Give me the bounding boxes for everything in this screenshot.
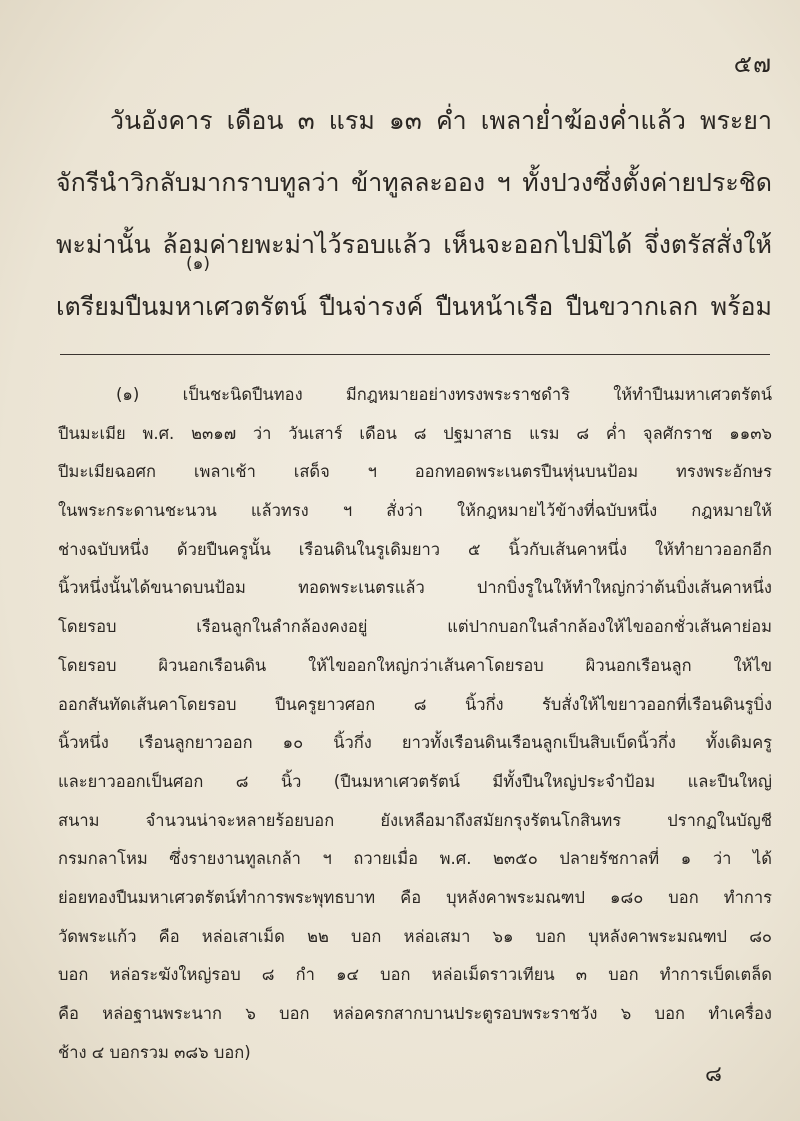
footnote-line: ออกสันทัดเส้นคาโดยรอบ ปืนครูยาวศอก ๘ นิ้วกึ่ง รับสั่งให้ไขยาวออกที่เรือนดินรูบิ่ง xyxy=(58,694,772,714)
footnote-line: ช้าง ๔ บอกรวม ๓๘๖ บอก) xyxy=(58,1042,251,1062)
footnote-line: สนาม จำนวนน่าจะหลายร้อยบอก ยังเหลือมาถึงสมัยกรุงรัตนโกสินทร ปรากฏในบัญชี xyxy=(58,810,772,830)
footnote-divider xyxy=(60,354,770,355)
footnote-line: ช่างฉบับหนึ่ง ด้วยปืนครูนั้น เรือนดินในรูเดิมยาว ๕ นิ้วกับเส้นคาหนึ่ง ให้ทำยาวออกอีก xyxy=(58,539,772,559)
main-text-line: พะม่านั้น ล้อมค่ายพะม่าไว้รอบแล้ว เห็นจะออกไปมิได้ จึ่งตรัสสั่งให้ xyxy=(56,230,772,259)
footnote-line: ปืนมะเมีย พ.ศ. ๒๓๑๗ ว่า วันเสาร์ เดือน ๘ ปฐมาสาธ แรม ๘ ค่ำ จุลศักราช ๑๑๓๖ xyxy=(58,423,772,443)
footnote-line: (๑) เป็นชะนิดปืนทอง มีกฎหมายอย่างทรงพระราชดำริ ให้ทำปืนมหาเศวตรัตน์ xyxy=(116,385,772,404)
page-number-top: ๕๗ xyxy=(733,50,772,78)
footnote-line: ปีมะเมียฉอศก เพลาเช้า เสด็จ ฯ ออกทอดพระเนตรปืนหุ่นบนป้อม ทรงพระอักษร xyxy=(58,462,772,482)
footnote-line: ย่อยทองปืนมหาเศวตรัตน์ทำการพระพุทธบาท คือ บุหลังคาพระมณฑป ๑๘๐ บอก ทำการ xyxy=(58,887,772,907)
footnote-line: คือ หล่อฐานพระนาก ๖ บอก หล่อครกสากบานประตูรอบพระราชวัง ๖ บอก ทำเครื่อง xyxy=(58,1004,772,1023)
footnote-line: บอก หล่อระฆังใหญ่รอบ ๘ กำ ๑๔ บอก หล่อเม็ดราวเทียน ๓ บอก ทำการเบ็ดเตล็ด xyxy=(58,965,772,985)
footnote-marker: (๑) xyxy=(186,254,211,274)
footnote-line: โดยรอบ ผิวนอกเรือนดิน ให้ไขออกใหญ่กว่าเส้นคาโดยรอบ ผิวนอกเรือนลูก ให้ไข xyxy=(58,655,772,675)
footnote-line: ในพระกระดานชะนวน แล้วทรง ฯ สั่งว่า ให้กฎหมายไว้ข้างที่ฉบับหนึ่ง กฎหมายให้ xyxy=(58,501,772,521)
main-text xyxy=(56,90,772,338)
footnote-line: กรมกลาโหม ซึ่งรายงานทูลเกล้า ฯ ถวายเมื่อ พ.ศ. ๒๓๕๐ ปลายรัชกาลที่ ๑ ว่า ได้ xyxy=(58,849,772,869)
page-number-bottom: ๘ xyxy=(705,1062,722,1087)
main-text-line: เตรียมปืนมหาเศวตรัตน์ ปืนจ่ารงค์ ปืนหน้าเรือ ปืนขวากเลก พร้อม xyxy=(56,292,772,321)
main-text-line: จักรีนำวิกลับมากราบทูลว่า ข้าทูลละออง ฯ ทั้งปวงซึ่งตั้งค่ายประชิด xyxy=(56,168,772,197)
footnote-line: นิ้วหนึ่ง เรือนลูกยาวออก ๑๐ นิ้วกึ่ง ยาวทั้งเรือนดินเรือนลูกเป็นสิบเบ็ดนิ้วกึ่ง ทั้งเดิมครู xyxy=(58,733,772,753)
main-text-line: วันอังคาร เดือน ๓ แรม ๑๓ ค่ำ เพลาย่ำฆ้องค่ำแล้ว พระยา xyxy=(110,106,772,135)
footnote-line: นิ้วหนึ่งนั้นได้ขนาดบนป้อม ทอดพระเนตรแล้ว ปากบิ่งรูในให้ทำใหญ่กว่าต้นบิ่งเส้นคาหนึ่ง xyxy=(58,578,772,598)
footnote-line: และยาวออกเป็นศอก ๘ นิ้ว (ปืนมหาเศวตรัตน์ มีทั้งปืนใหญ่ประจำป้อม และปืนใหญ่ xyxy=(58,771,772,791)
footnote-line: โดยรอบ เรือนลูกในลำกล้องคงอยู่ แต่ปากบอกในลำกล้องให้ไขออกชั่วเส้นคาย่อม xyxy=(58,617,772,637)
footnote-text xyxy=(58,376,772,1072)
footnote-line: วัดพระแก้ว คือ หล่อเสาเม็ด ๒๒ บอก หล่อเสมา ๖๑ บอก บุหลังคาพระมณฑป ๘๐ xyxy=(58,926,772,946)
